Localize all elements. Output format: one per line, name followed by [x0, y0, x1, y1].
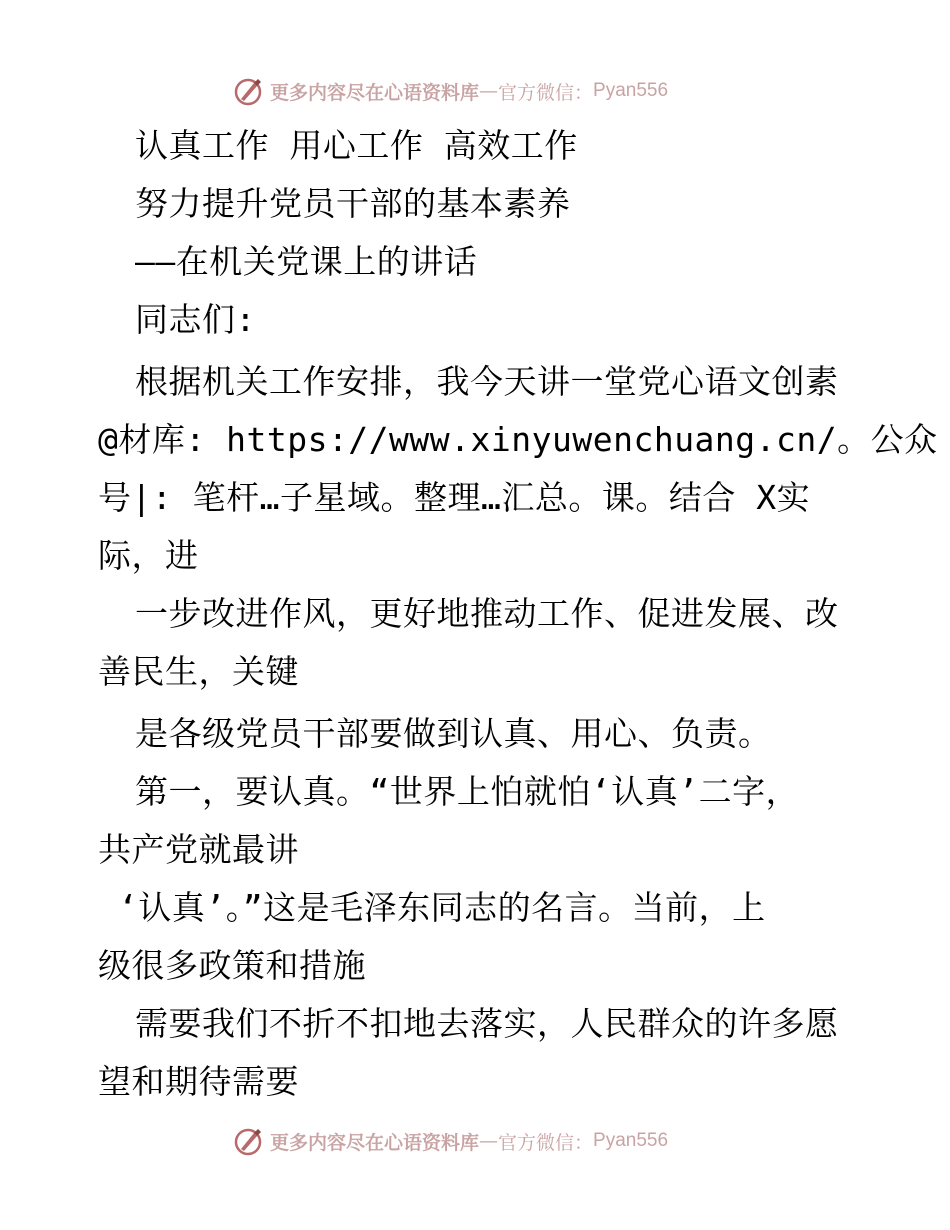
footer-site-name: 更多内容尽在心语资料库 [270, 1131, 480, 1154]
paragraph-line: @材库: https://www.xinyuwenchuang.cn/。公众 [98, 420, 938, 459]
header-watermark [232, 74, 668, 108]
footer-wechat-label: 官方微信： [498, 1131, 594, 1154]
salutation: 同志们: [135, 300, 256, 339]
paragraph-line: 号|: 笔杆…子星域。整理…汇总。课。结合 X实 [98, 478, 811, 517]
header-wechat-id: Pyan556 [593, 80, 669, 101]
paragraph-line: 际，进 [98, 536, 199, 575]
paragraph-line: 一步改进作风，更好地推动工作、促进发展、改 [135, 594, 839, 633]
paragraph-line: ‘认真’。”这是毛泽东同志的名言。当前，上 [118, 888, 766, 927]
paragraph-line: 望和期待需要 [98, 1062, 299, 1101]
title-line-2: 努力提升党员干部的基本素养 [135, 184, 571, 223]
title-line-1: 认真工作 用心工作 高效工作 [135, 126, 578, 165]
pen-seal-icon [232, 75, 264, 107]
footer-wechat-id: Pyan556 [593, 1130, 669, 1151]
paragraph-line: 需要我们不折不扣地去落实，人民群众的许多愿 [135, 1004, 839, 1043]
paragraph-line: 善民生，关键 [98, 652, 299, 691]
paragraph-line: 是各级党员干部要做到认真、用心、负责。 [135, 714, 772, 753]
paragraph-line: 第一，要认真。“世界上怕就怕‘认真’二字， [135, 772, 800, 811]
header-wechat-label: 官方微信： [498, 81, 594, 104]
header-site-name: 更多内容尽在心语资料库 [270, 81, 480, 104]
footer-watermark [232, 1124, 668, 1158]
subtitle-line: ——在机关党课上的讲话 [135, 242, 478, 281]
paragraph-line: 级很多政策和措施 [98, 946, 366, 985]
header-dash: — [479, 80, 499, 102]
footer-dash: — [479, 1130, 499, 1152]
paragraph-line: 根据机关工作安排，我今天讲一堂党心语文创素 [135, 362, 839, 401]
pen-seal-icon [232, 1125, 264, 1157]
paragraph-line: 共产党就最讲 [98, 830, 299, 869]
